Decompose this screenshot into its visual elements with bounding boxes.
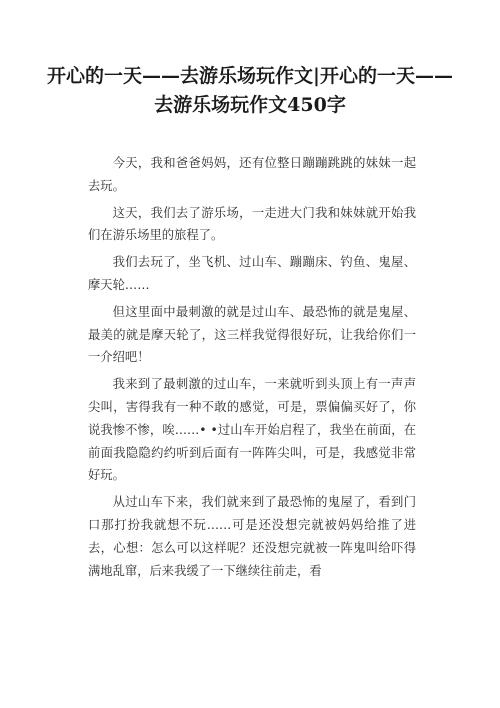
paragraph: 我们去玩了，坐飞机、过山车、蹦蹦床、钓鱼、鬼屋、摩天轮…… xyxy=(88,255,416,292)
paragraph: 从过山车下来，我们就来到了最恐怖的鬼屋了，看到门口那打扮我就想不玩……可是还没想完就被妈妈给推了进去，心想：怎么可以这样呢？还没想完就被一阵鬼叫给吓得满地乱窜，后来我缓了一下继续往前走，看 xyxy=(88,495,416,578)
paragraph: 这天，我们去了游乐场，一走进大门我和妹妹就开始我们在游乐场里的旅程了。 xyxy=(88,205,416,243)
paragraph: 但这里面中最刺激的就是过山车、最恐怖的就是鬼屋、最美的就是摩天轮了，这三样我觉得很好玩，让我给你们一一介绍吧！ xyxy=(88,304,416,365)
document-title: 开心的一天——去游乐场玩作文|开心的一天——去游乐场玩作文450字 xyxy=(47,65,453,116)
document-body xyxy=(88,152,416,586)
paragraph: 今天，我和爸爸妈妈，还有位整日蹦蹦跳跳的妹妹一起去玩。 xyxy=(88,156,416,193)
paragraph: 我来到了最刺激的过山车，一来就听到头顶上有一声声尖叫，害得我有一种不敢的感觉，可是，票偏偏买好了，你说我惨不惨，唉……• •过山车开始启程了，我坐在前面，在前面我隐隐约约听到后面有一阵阵尖叫，可是，我感觉非常好玩。 xyxy=(88,377,416,483)
